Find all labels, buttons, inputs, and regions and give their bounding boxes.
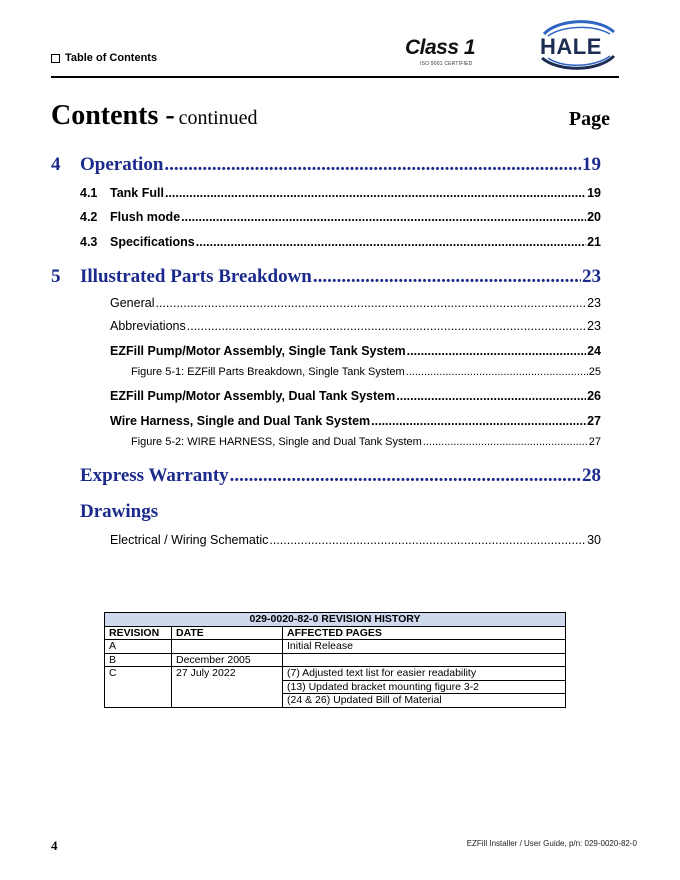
table-row: [105, 653, 566, 667]
toc-entry-wire-harness[interactable]: [110, 414, 601, 428]
toc-leader: [313, 266, 581, 288]
toc-page: 23: [582, 266, 601, 287]
toc-text: Figure 5-1: EZFill Parts Breakdown, Single Tank System: [131, 366, 405, 378]
toc-page: 27: [587, 414, 601, 428]
hale-logo: [536, 18, 618, 72]
page-title: [51, 100, 258, 132]
toc-page: 19: [582, 154, 601, 175]
toc-page: 24: [587, 344, 601, 358]
toc-entry-operation[interactable]: [51, 154, 601, 176]
checkbox-icon: [51, 54, 60, 63]
cell-revision: B: [105, 653, 172, 667]
cell-date: 27 July 2022: [172, 667, 283, 681]
cell-affected-pages: Initial Release: [283, 640, 566, 654]
cell-affected-pages: [283, 653, 566, 667]
toc-entry-figure-5-1[interactable]: [131, 366, 601, 378]
page-title-main: Contents -: [51, 100, 175, 131]
cell-date: [172, 680, 283, 694]
revision-history-table: [104, 612, 566, 708]
toc-page: 25: [588, 366, 601, 378]
toc-text: Tank Full: [110, 186, 164, 200]
class1-logo-text: Class 1: [405, 36, 476, 59]
section-label: [51, 52, 157, 64]
toc-text: EZFill Pump/Motor Assembly, Single Tank System: [110, 344, 406, 358]
page-title-sub: continued: [178, 107, 258, 129]
toc-leader: [269, 533, 586, 547]
toc-number: 4.2: [80, 210, 98, 224]
column-header-affected-pages: AFFECTED PAGES: [283, 626, 566, 640]
table-header-row: [105, 626, 566, 640]
toc-leader: [164, 154, 581, 176]
column-header-date: DATE: [172, 626, 283, 640]
toc-entry-abbreviations[interactable]: [110, 319, 601, 333]
toc-leader: [406, 366, 588, 378]
toc-text: General: [110, 296, 155, 310]
cell-date: [172, 640, 283, 654]
class1-logo-subtext: ISO 9001 CERTIFIED: [420, 61, 473, 67]
cell-revision: [105, 694, 172, 708]
footer-page-number: 4: [51, 838, 58, 853]
toc-text: EZFill Pump/Motor Assembly, Dual Tank System: [110, 389, 396, 403]
toc-entry-tank-full[interactable]: [80, 186, 601, 200]
footer-doc-reference: EZFill Installer / User Guide, p/n: 029-0020-82-0: [466, 839, 637, 848]
cell-revision: C: [105, 667, 172, 681]
table-row: [105, 640, 566, 654]
toc-leader: [396, 389, 586, 403]
table-row: [105, 667, 566, 681]
class1-logo: [403, 36, 503, 72]
column-header-revision: REVISION: [105, 626, 172, 640]
toc-leader: [187, 319, 586, 333]
toc-leader: [423, 436, 588, 448]
table-row: [105, 680, 566, 694]
cell-affected-pages: (24 & 26) Updated Bill of Material: [283, 694, 566, 708]
header-divider: [51, 76, 619, 78]
toc-entry-illustrated-parts[interactable]: [51, 266, 601, 288]
hale-logo-text: HALE: [540, 34, 602, 59]
toc-text: Express Warranty: [80, 465, 229, 486]
table-caption: 029-0020-82-0 REVISION HISTORY: [105, 613, 566, 627]
toc-entry-general[interactable]: [110, 296, 601, 310]
toc-page: 30: [587, 533, 601, 547]
toc-number: 5: [51, 266, 61, 287]
toc-leader: [165, 186, 586, 200]
toc-page: 23: [587, 319, 601, 333]
toc-text: Drawings: [80, 501, 159, 522]
toc-leader: [230, 465, 581, 487]
cell-date: December 2005: [172, 653, 283, 667]
toc-entry-single-tank[interactable]: [110, 344, 601, 358]
toc-entry-express-warranty[interactable]: [80, 465, 601, 487]
cell-revision: [105, 680, 172, 694]
toc-leader: [407, 344, 586, 358]
toc-page: 19: [587, 186, 601, 200]
toc-page: 26: [587, 389, 601, 403]
toc-text: Wire Harness, Single and Dual Tank System: [110, 414, 371, 428]
toc-page: 21: [587, 235, 601, 249]
toc-page: 27: [588, 436, 601, 448]
toc-entry-drawings[interactable]: [80, 501, 158, 523]
toc-text: Electrical / Wiring Schematic: [110, 533, 269, 547]
toc-entry-specifications[interactable]: [80, 235, 601, 249]
toc-text: Flush mode: [110, 210, 181, 224]
toc-entry-dual-tank[interactable]: [110, 389, 601, 403]
cell-affected-pages: (7) Adjusted text list for easier readability: [283, 667, 566, 681]
toc-text: Operation: [80, 154, 164, 175]
toc-leader: [371, 414, 586, 428]
cell-affected-pages: (13) Updated bracket mounting figure 3-2: [283, 680, 566, 694]
page-column-label: Page: [568, 108, 610, 130]
toc-entry-wiring-schematic[interactable]: [110, 533, 601, 547]
toc-number: 4.3: [80, 235, 98, 249]
table-row: [105, 694, 566, 708]
toc-entry-flush-mode[interactable]: [80, 210, 601, 224]
toc-page: 23: [587, 296, 601, 310]
toc-text: Abbreviations: [110, 319, 186, 333]
toc-text: Specifications: [110, 235, 195, 249]
cell-revision: A: [105, 640, 172, 654]
toc-leader: [196, 235, 586, 249]
cell-date: [172, 694, 283, 708]
toc-leader: [181, 210, 586, 224]
toc-text: Figure 5-2: WIRE HARNESS, Single and Dual Tank System: [131, 436, 422, 448]
toc-number: 4.1: [80, 186, 98, 200]
toc-page: 28: [582, 465, 601, 486]
toc-number: 4: [51, 154, 61, 175]
toc-entry-figure-5-2[interactable]: [131, 436, 601, 448]
toc-leader: [155, 296, 586, 310]
toc-text: Illustrated Parts Breakdown: [80, 266, 312, 287]
toc-page: 20: [587, 210, 601, 224]
section-label-text: Table of Contents: [65, 52, 158, 64]
